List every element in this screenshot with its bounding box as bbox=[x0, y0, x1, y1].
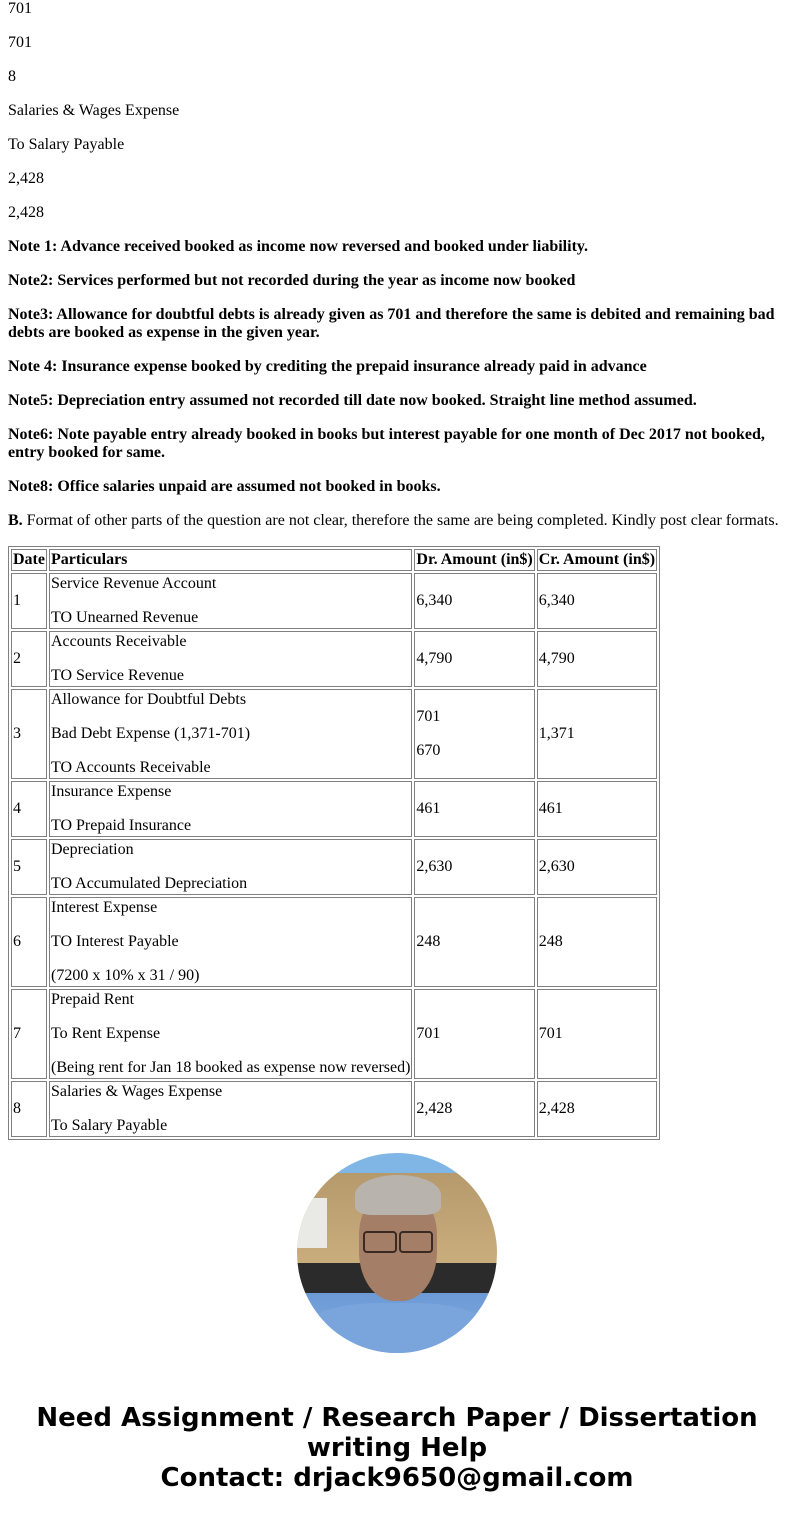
note-4: Note 4: Insurance expense booked by crediting the prepaid insurance already paid in advance bbox=[8, 358, 647, 375]
note-6: Note6: Note payable entry already booked in books but interest payable for one month of Dec 2017 not booked, entry booked for same. bbox=[8, 426, 765, 461]
particulars-line: Depreciation bbox=[50, 841, 134, 858]
promo-banner bbox=[0, 1403, 794, 1493]
fragment-line: 701 bbox=[8, 0, 32, 17]
dr-amount: 4,790 bbox=[416, 650, 453, 667]
cell-dr bbox=[414, 631, 534, 687]
fragment-line: 2,428 bbox=[8, 170, 44, 187]
cell-date: 3 bbox=[11, 689, 47, 779]
particulars-line: To Rent Expense bbox=[50, 1025, 161, 1042]
particulars-line: TO Interest Payable bbox=[50, 933, 179, 950]
particulars-line: To Salary Payable bbox=[50, 1117, 168, 1134]
cell-dr bbox=[414, 573, 534, 629]
cell-cr: 1,371 bbox=[537, 689, 657, 779]
cell-date: 2 bbox=[11, 631, 47, 687]
particulars-line: TO Accounts Receivable bbox=[50, 759, 211, 776]
cell-date: 8 bbox=[11, 1081, 47, 1137]
cell-dr bbox=[414, 897, 534, 987]
promo-line-1: Need Assignment / Research Paper / Dissertation bbox=[36, 1403, 758, 1433]
particulars-line: Prepaid Rent bbox=[50, 991, 135, 1008]
table-row bbox=[11, 897, 657, 987]
cell-particulars bbox=[49, 689, 412, 779]
cell-cr: 248 bbox=[537, 897, 657, 987]
fragment-line: To Salary Payable bbox=[8, 136, 125, 153]
note-3: Note3: Allowance for doubtful debts is already given as 701 and therefore the same is debited and remaining bad debts are booked as expense in the given year. bbox=[8, 306, 775, 341]
particulars-line: (Being rent for Jan 18 booked as expense now reversed) bbox=[50, 1059, 411, 1076]
cell-dr bbox=[414, 989, 534, 1079]
note-1: Note 1: Advance received booked as income now reversed and booked under liability. bbox=[8, 238, 589, 255]
part-b-paragraph bbox=[8, 512, 786, 530]
leading-fragment bbox=[8, 0, 786, 222]
table-row bbox=[11, 781, 657, 837]
particulars-line: Salaries & Wages Expense bbox=[50, 1083, 223, 1100]
particulars-line: Accounts Receivable bbox=[50, 633, 187, 650]
document-body bbox=[8, 0, 786, 1140]
avatar-hair bbox=[355, 1175, 441, 1215]
author-avatar bbox=[297, 1153, 497, 1353]
avatar-background-detail bbox=[297, 1198, 327, 1248]
particulars-line: TO Prepaid Insurance bbox=[50, 817, 192, 834]
part-b-label: B. bbox=[8, 512, 23, 529]
cell-date: 7 bbox=[11, 989, 47, 1079]
header-dr-amount: Dr. Amount (in$) bbox=[414, 549, 534, 571]
dr-amount: 701 bbox=[416, 708, 441, 725]
fragment-line: Salaries & Wages Expense bbox=[8, 102, 180, 119]
notes-section bbox=[8, 238, 786, 496]
cell-cr: 4,790 bbox=[537, 631, 657, 687]
cell-cr: 2,428 bbox=[537, 1081, 657, 1137]
promo-contact: Contact: drjack9650@gmail.com bbox=[160, 1463, 634, 1493]
dr-amount: 461 bbox=[416, 800, 441, 817]
header-particulars: Particulars bbox=[49, 549, 412, 571]
cell-dr bbox=[414, 1081, 534, 1137]
particulars-line: Service Revenue Account bbox=[50, 575, 217, 592]
cell-particulars bbox=[49, 1081, 412, 1137]
table-row bbox=[11, 689, 657, 779]
table-row bbox=[11, 839, 657, 895]
cell-particulars bbox=[49, 897, 412, 987]
header-cr-amount: Cr. Amount (in$) bbox=[537, 549, 657, 571]
table-row bbox=[11, 631, 657, 687]
table-row bbox=[11, 573, 657, 629]
particulars-line: TO Accumulated Depreciation bbox=[50, 875, 248, 892]
dr-amount: 701 bbox=[416, 1025, 441, 1042]
header-date: Date bbox=[11, 549, 47, 571]
cell-cr: 461 bbox=[537, 781, 657, 837]
particulars-line: TO Service Revenue bbox=[50, 667, 184, 684]
cell-cr: 6,340 bbox=[537, 573, 657, 629]
table-row bbox=[11, 989, 657, 1079]
cell-dr bbox=[414, 839, 534, 895]
note-2: Note2: Services performed but not recorded during the year as income now booked bbox=[8, 272, 576, 289]
cell-particulars bbox=[49, 781, 412, 837]
cell-date: 5 bbox=[11, 839, 47, 895]
dr-amount: 2,630 bbox=[416, 858, 453, 875]
journal-entries-table bbox=[8, 546, 660, 1140]
dr-amount: 248 bbox=[416, 933, 441, 950]
fragment-line: 2,428 bbox=[8, 204, 44, 221]
dr-amount: 6,340 bbox=[416, 592, 453, 609]
fragment-line: 701 bbox=[8, 34, 32, 51]
particulars-line: Interest Expense bbox=[50, 899, 158, 916]
note-5: Note5: Depreciation entry assumed not recorded till date now booked. Straight line method assumed. bbox=[8, 392, 697, 409]
cell-date: 4 bbox=[11, 781, 47, 837]
cell-cr: 701 bbox=[537, 989, 657, 1079]
cell-particulars bbox=[49, 573, 412, 629]
cell-date: 6 bbox=[11, 897, 47, 987]
particulars-line: Insurance Expense bbox=[50, 783, 172, 800]
cell-dr bbox=[414, 689, 534, 779]
note-8: Note8: Office salaries unpaid are assumed not booked in books. bbox=[8, 478, 441, 495]
avatar-shirt bbox=[307, 1303, 487, 1353]
cell-particulars bbox=[49, 631, 412, 687]
dr-amount: 670 bbox=[416, 742, 441, 759]
cell-dr bbox=[414, 781, 534, 837]
part-b-text: Format of other parts of the question are not clear, therefore the same are being completed. Kindly post clear formats. bbox=[22, 512, 779, 529]
particulars-line: Bad Debt Expense (1,371-701) bbox=[50, 725, 251, 742]
cell-particulars bbox=[49, 839, 412, 895]
particulars-line: Allowance for Doubtful Debts bbox=[50, 691, 247, 708]
table-row bbox=[11, 1081, 657, 1137]
cell-cr: 2,630 bbox=[537, 839, 657, 895]
promo-line-2: writing Help bbox=[306, 1433, 488, 1463]
table-header-row bbox=[11, 549, 657, 571]
avatar-glasses-icon bbox=[363, 1231, 433, 1251]
dr-amount: 2,428 bbox=[416, 1100, 453, 1117]
cell-date: 1 bbox=[11, 573, 47, 629]
particulars-line: (7200 x 10% x 31 / 90) bbox=[50, 967, 200, 984]
cell-particulars bbox=[49, 989, 412, 1079]
fragment-line: 8 bbox=[8, 68, 16, 85]
particulars-line: TO Unearned Revenue bbox=[50, 609, 199, 626]
